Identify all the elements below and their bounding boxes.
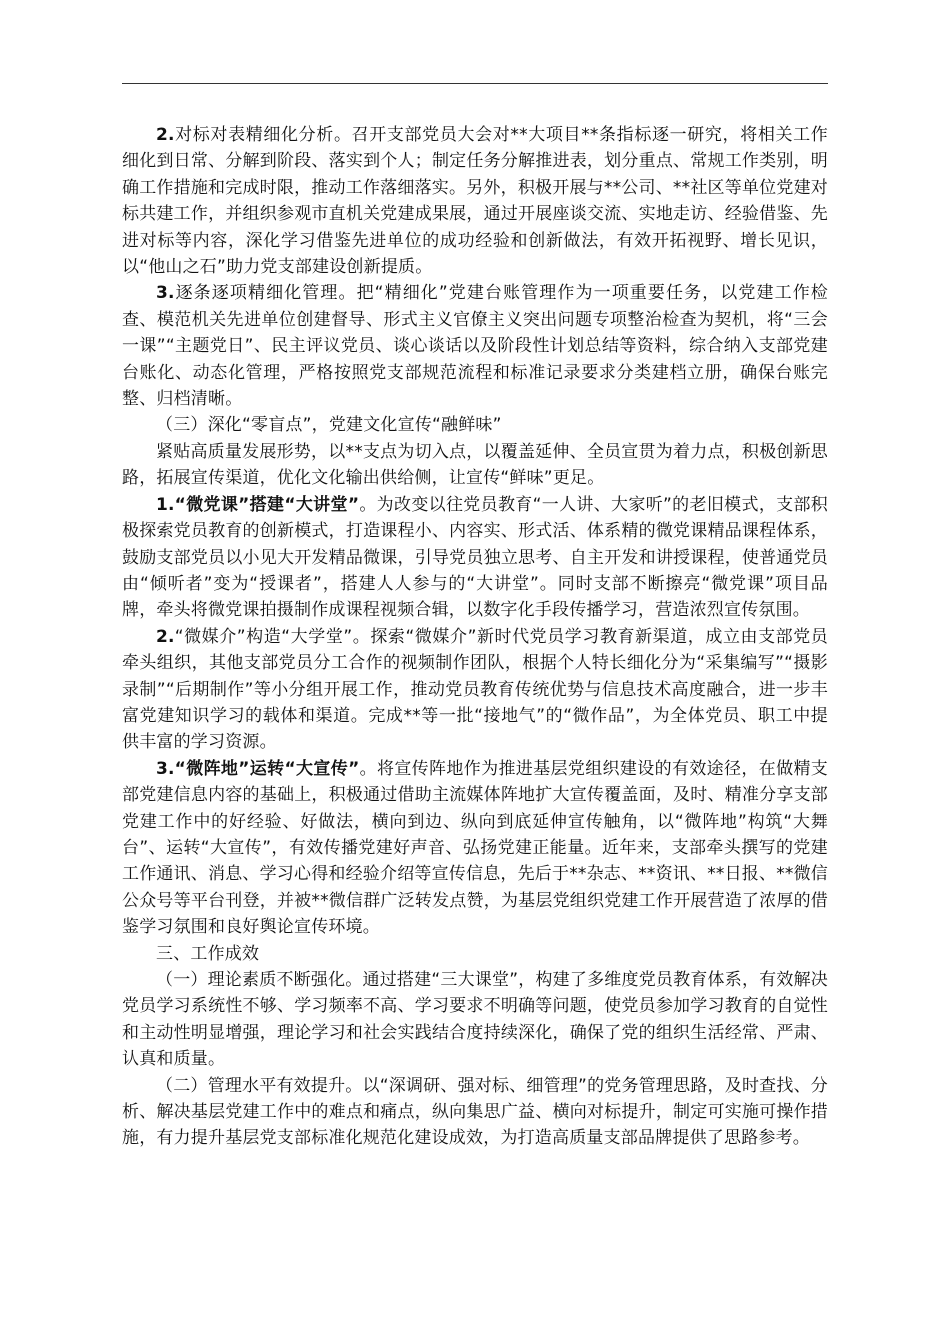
paragraph-lead: 3. (156, 283, 175, 304)
section-heading (122, 941, 828, 967)
paragraph-text: “微媒介”构造“大学堂”。探索“微媒介”新时代党员学习教育新渠道，成立由支部党员牵头组织，其他支部党员分工合作的视频制作团队，根据个人特长细化分为“采集编写”“摄影录制”“后期制作”等小分组开展工作，推动党员教育传统优势与信息技术高度融合，进一步丰富党建知识学习的载体和渠道。完成**等一批“接地气”的“微作品”，为全体党员、职工中提供丰富的学习资源。 (122, 626, 828, 753)
paragraph-text: 。为改变以往党员教育“一人讲、大家听”的老旧模式，支部积极探索党员教育的创新模式，打造课程小、内容实、形式活、体系精的微党课精品课程体系，鼓励支部党员以小见大开发精品微课，引导党员独立思考、自主开发和讲授课程，使普通党员由“倾听者”变为“授课者”，搭建人人参与的“大讲堂”。同时支部不断擦亮“微党课”项目品牌，牵头将微党课拍摄制作成课程视频合辑，以数字化手段传播学习，营造浓烈宣传氛围。 (122, 494, 829, 621)
paragraph-text: 逐条逐项精细化管理。把“精细化”党建台账管理作为一项重要任务，以党建工作检查、模范机关先进单位创建督导、形式主义官僚主义突出问题专项整治检查为契机，将“三会一课”“主题党日”、民主评议党员、谈心谈话以及阶段性计划总结等资料，综合纳入支部党建台账化、动态化管理，严格按照党支部规范流程和标准记录要求分类建档立册，确保台账完整、归档清晰。 (122, 283, 828, 410)
paragraph (122, 122, 828, 280)
document-body (122, 122, 828, 1152)
paragraph-text: （三）深化“零盲点”，党建文化宣传“融鲜味” (156, 415, 502, 436)
paragraph (122, 756, 828, 941)
paragraph (122, 280, 828, 412)
paragraph-text: （二）管理水平有效提升。以“深调研、强对标、细管理”的党务管理思路，及时查找、分析、解决基层党建工作中的难点和痛点，纵向集思广益、横向对标提升，制定可实施可操作措施，有力提升基层党支部标准化规范化建设成效，为打造高质量支部品牌提供了思路参考。 (122, 1075, 828, 1149)
paragraph (122, 1073, 828, 1152)
paragraph (122, 967, 828, 1073)
paragraph-text: 。将宣传阵地作为推进基层党组织建设的有效途径，在做精支部党建信息内容的基础上，积极通过借助主流媒体阵地扩大宣传覆盖面，及时、精准分享支部党建工作中的好经验、好做法，横向到边、纵向到底延伸宣传触角，以“微阵地”构筑“大舞台”、运转“大宣传”，有效传播党建好声音、弘扬党建正能量。近年来，支部牵头撰写的党建工作通讯、消息、学习心得和经验介绍等宣传信息，先后于**杂志、**资讯、**日报、**微信公众号等平台刊登，并被**微信群广泛转发点赞，为基层党组织党建工作开展营造了浓厚的借鉴学习氛围和良好舆论宣传环境。 (122, 758, 828, 938)
paragraph-text: 对标对表精细化分析。召开支部党员大会对**大项目**条指标逐一研究，将相关工作细化到日常、分解到阶段、落实到个人；制定任务分解推进表，划分重点、常规工作类别，明确工作措施和完成时限，推动工作落细落实。另外，积极开展与**公司、**社区等单位党建对标共建工作，并组织参观市直机关党建成果展，通过开展座谈交流、实地走访、经验借鉴、先进对标等内容，深化学习借鉴先进单位的成功经验和创新做法，有效开拓视野、增长见识，以“他山之石”助力党支部建设创新提质。 (122, 125, 828, 278)
paragraph-lead: 3.“微阵地”运转“大宣传” (156, 758, 360, 779)
paragraph-text: （一）理论素质不断强化。通过搭建“三大课堂”，构建了多维度党员教育体系，有效解决党员学习系统性不够、学习频率不高、学习要求不明确等问题，使党员参加学习教育的自觉性和主动性明显增强，理论学习和社会实践结合度持续深化，确保了党的组织生活经常、严肃、认真和质量。 (122, 970, 828, 1070)
paragraph (122, 624, 828, 756)
paragraph (122, 439, 828, 492)
section-heading (122, 412, 828, 438)
paragraph-text: 三、工作成效 (156, 943, 260, 964)
paragraph-lead: 2. (156, 125, 175, 145)
paragraph-text: 紧贴高质量发展形势，以**支点为切入点，以覆盖延伸、全员宣贯为着力点，积极创新思路，拓展宣传渠道，优化文化输出供给侧，让宣传“鲜味”更足。 (122, 441, 828, 489)
paragraph-lead: 2. (156, 626, 175, 647)
paragraph-lead: 1.“微党课”搭建“大讲堂” (156, 494, 360, 515)
header-rule (122, 83, 828, 84)
paragraph (122, 492, 828, 624)
